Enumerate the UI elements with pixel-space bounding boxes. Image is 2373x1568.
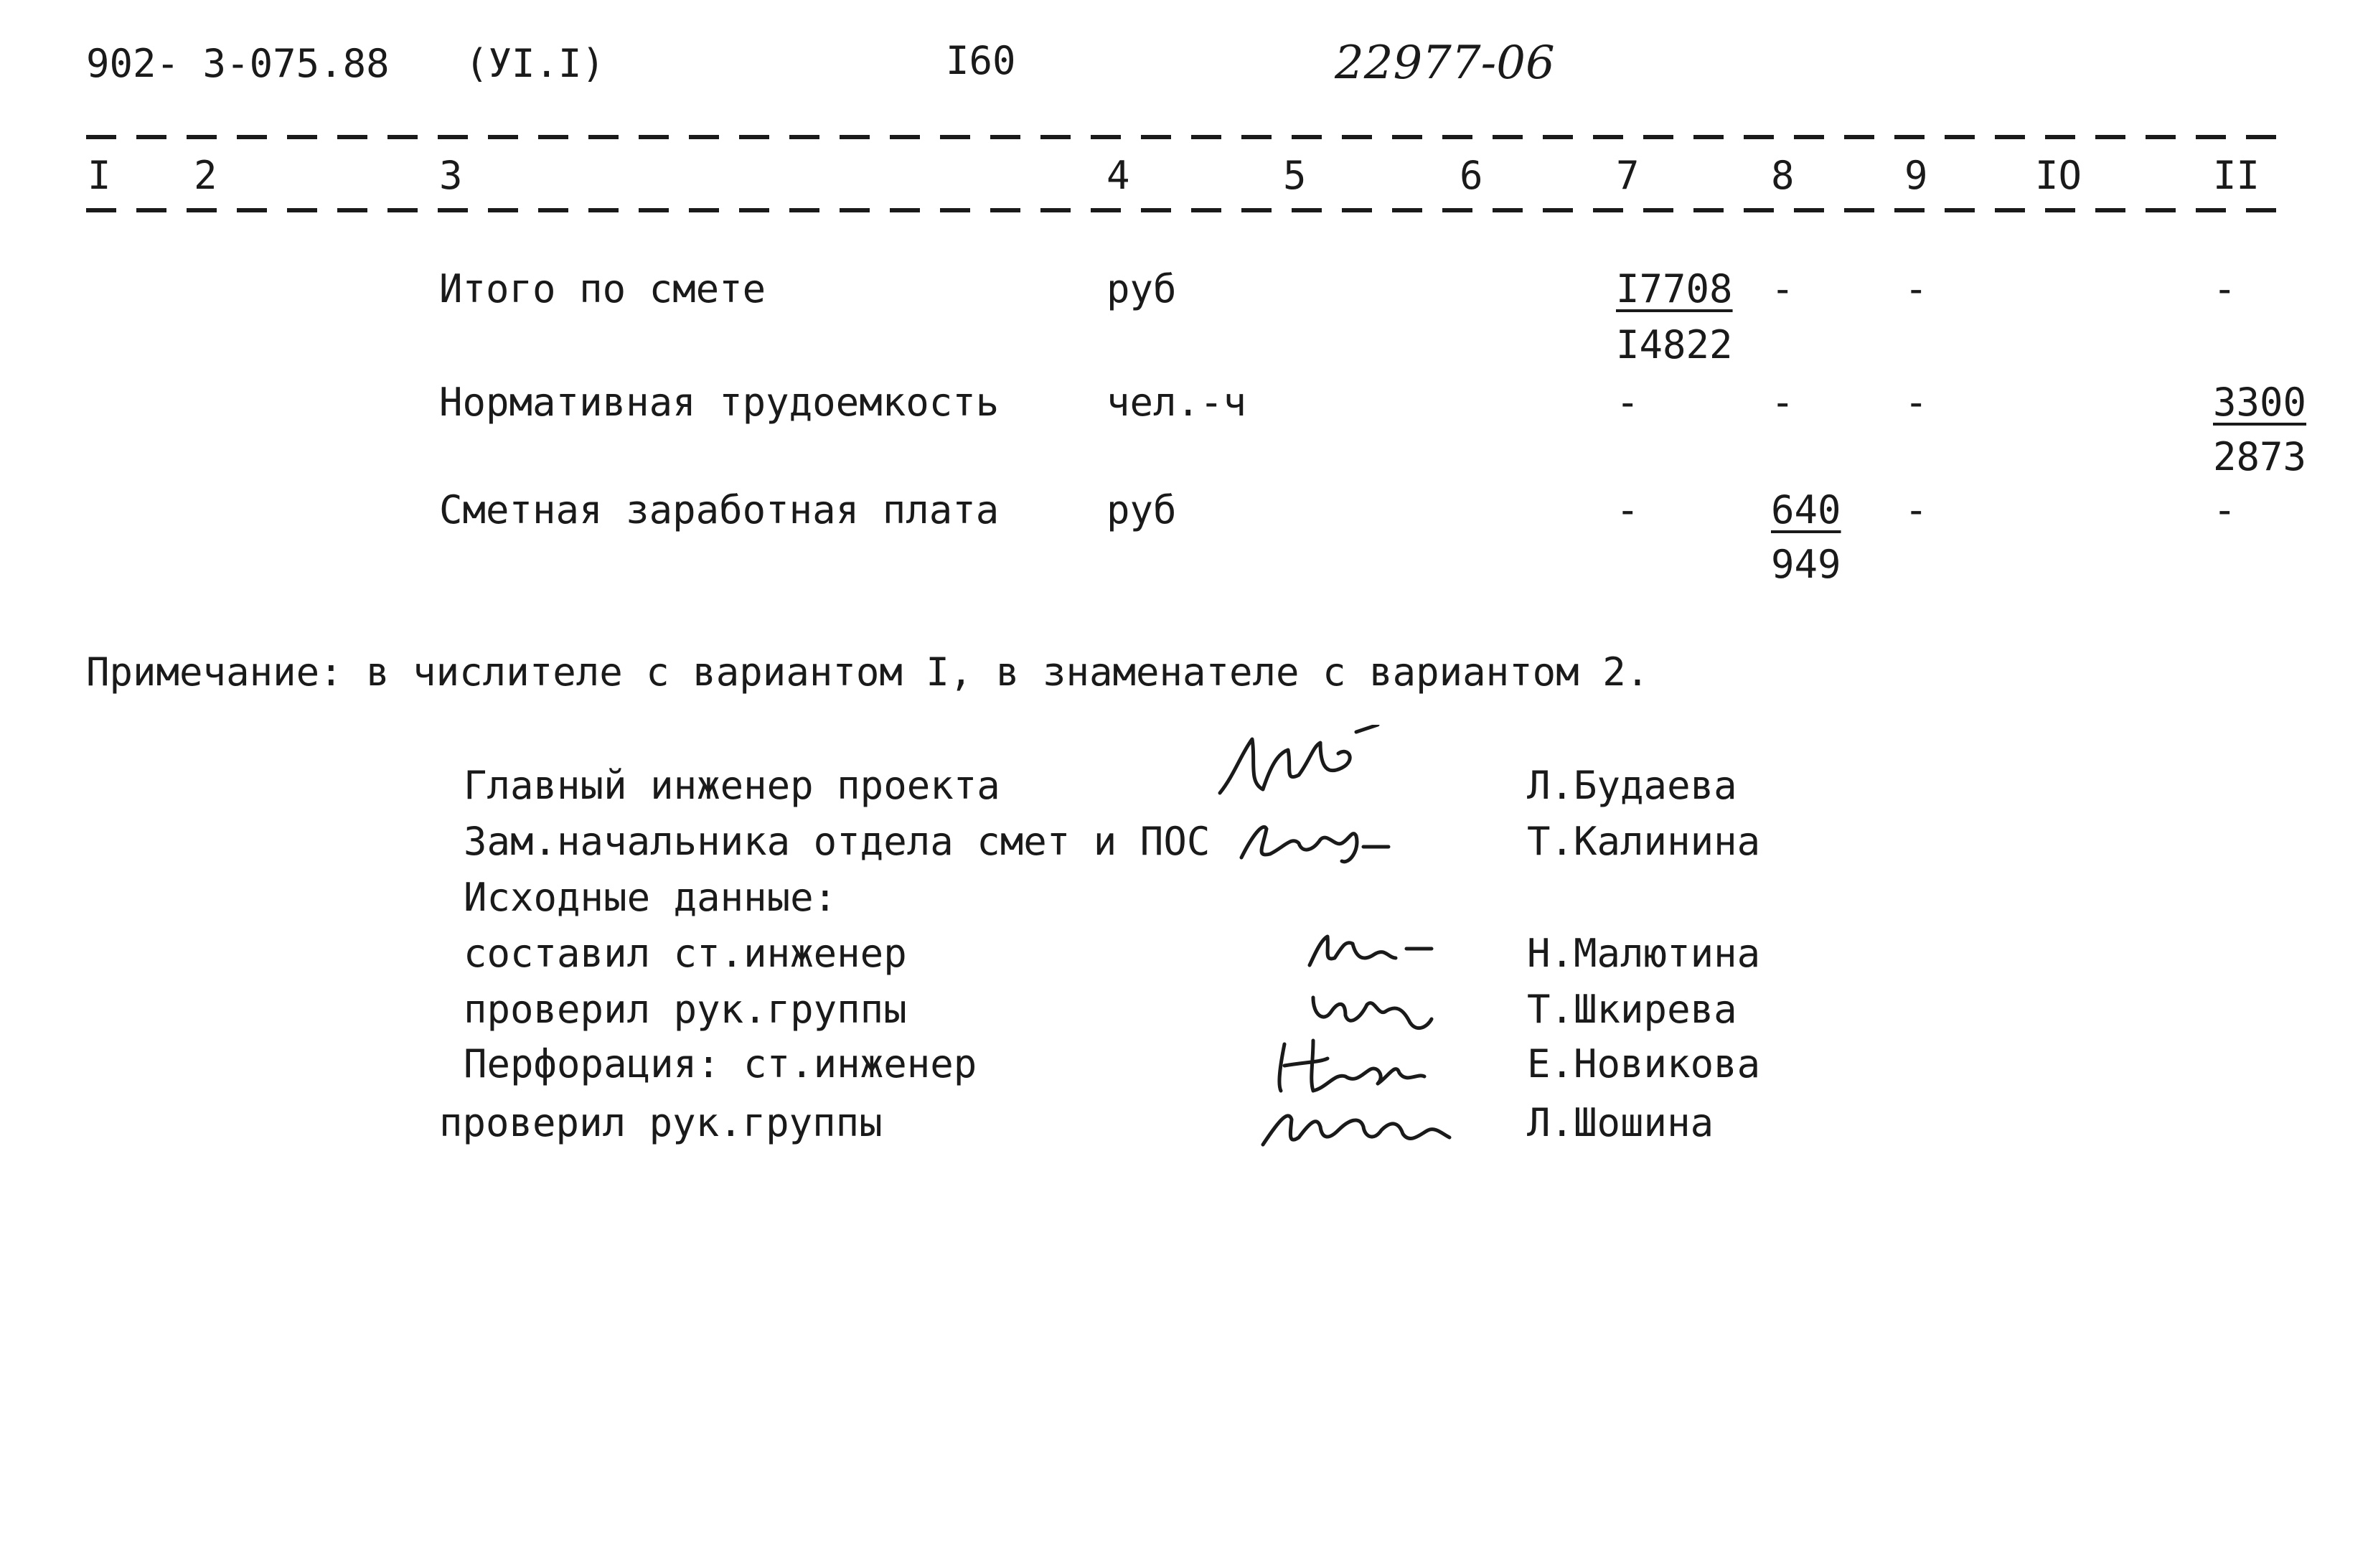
cell-col8-numerator: 640 [1771, 487, 1841, 532]
column-header: 2 [194, 153, 217, 198]
signature-role: Исходные данные: [464, 875, 837, 920]
signature-role: Главный инженер проекта [464, 763, 1000, 808]
column-header: 4 [1106, 153, 1130, 198]
handwritten-signature [1270, 1033, 1449, 1102]
handwritten-signature [1306, 926, 1449, 976]
column-header: 5 [1283, 153, 1307, 198]
cell-col7: - [1616, 380, 1640, 425]
stamp-number: 22977-06 [1335, 37, 1555, 90]
cell-col9: - [1904, 380, 1928, 425]
signature-name: Е.Новикова [1527, 1041, 1761, 1086]
handwritten-signature [1306, 983, 1442, 1037]
signature-role: Перфорация: ст.инженер [464, 1041, 977, 1086]
section-code: (УI.I) [465, 41, 606, 86]
table-header-bottom-line [86, 208, 2296, 212]
cell-col9: - [1904, 266, 1928, 311]
column-header: I [88, 153, 111, 198]
cell-col7-numerator: I7708 [1616, 266, 1733, 311]
signature-name: Н.Малютина [1527, 931, 1761, 976]
signature-role: составил ст.инженер [464, 931, 907, 976]
row-unit: руб [1106, 266, 1177, 311]
column-header: IO [2035, 153, 2082, 198]
cell-col11-denominator: 2873 [2213, 434, 2307, 479]
signature-name: Т.Калинина [1527, 819, 1761, 864]
table-header-top-line [86, 135, 2296, 139]
page-number: I60 [946, 38, 1016, 83]
cell-col7-denominator: I4822 [1616, 322, 1733, 367]
cell-col11: - [2213, 266, 2237, 311]
signature-role: проверил рук.группы [439, 1100, 883, 1145]
handwritten-signature [1256, 1094, 1464, 1155]
cell-col8: - [1771, 266, 1795, 311]
signature-name: Л.Шошина [1527, 1100, 1714, 1145]
column-header: 9 [1904, 153, 1928, 198]
row-unit: чел.-ч [1106, 380, 1247, 425]
row-name: Нормативная трудоемкость [439, 380, 1000, 425]
handwritten-signature [1234, 807, 1406, 879]
document-code: 902- 3-075.88 [86, 41, 390, 86]
column-header: 6 [1460, 153, 1483, 198]
cell-col11-numerator: 3300 [2213, 380, 2307, 425]
column-header: 8 [1771, 153, 1795, 198]
row-name: Сметная заработная плата [439, 487, 1000, 532]
row-name: Итого по смете [439, 266, 766, 311]
note: Примечание: в числителе с вариантом I, в знаменателе с вариантом 2. [86, 649, 1650, 695]
signature-name: Т.Шкирева [1527, 987, 1737, 1032]
cell-col8-denominator: 949 [1771, 542, 1841, 587]
column-header: 3 [439, 153, 463, 198]
signature-role: Зам.начальника отдела смет и ПОС [464, 819, 1211, 864]
cell-col7: - [1616, 487, 1640, 532]
cell-col11: - [2213, 487, 2237, 532]
row-unit: руб [1106, 487, 1177, 532]
cell-col9: - [1904, 487, 1928, 532]
column-header: 7 [1616, 153, 1640, 198]
handwritten-signature [1213, 725, 1399, 804]
signature-role: проверил рук.группы [464, 987, 907, 1032]
column-header: II [2213, 153, 2260, 198]
cell-col8: - [1771, 380, 1795, 425]
signature-name: Л.Будаева [1527, 763, 1737, 808]
